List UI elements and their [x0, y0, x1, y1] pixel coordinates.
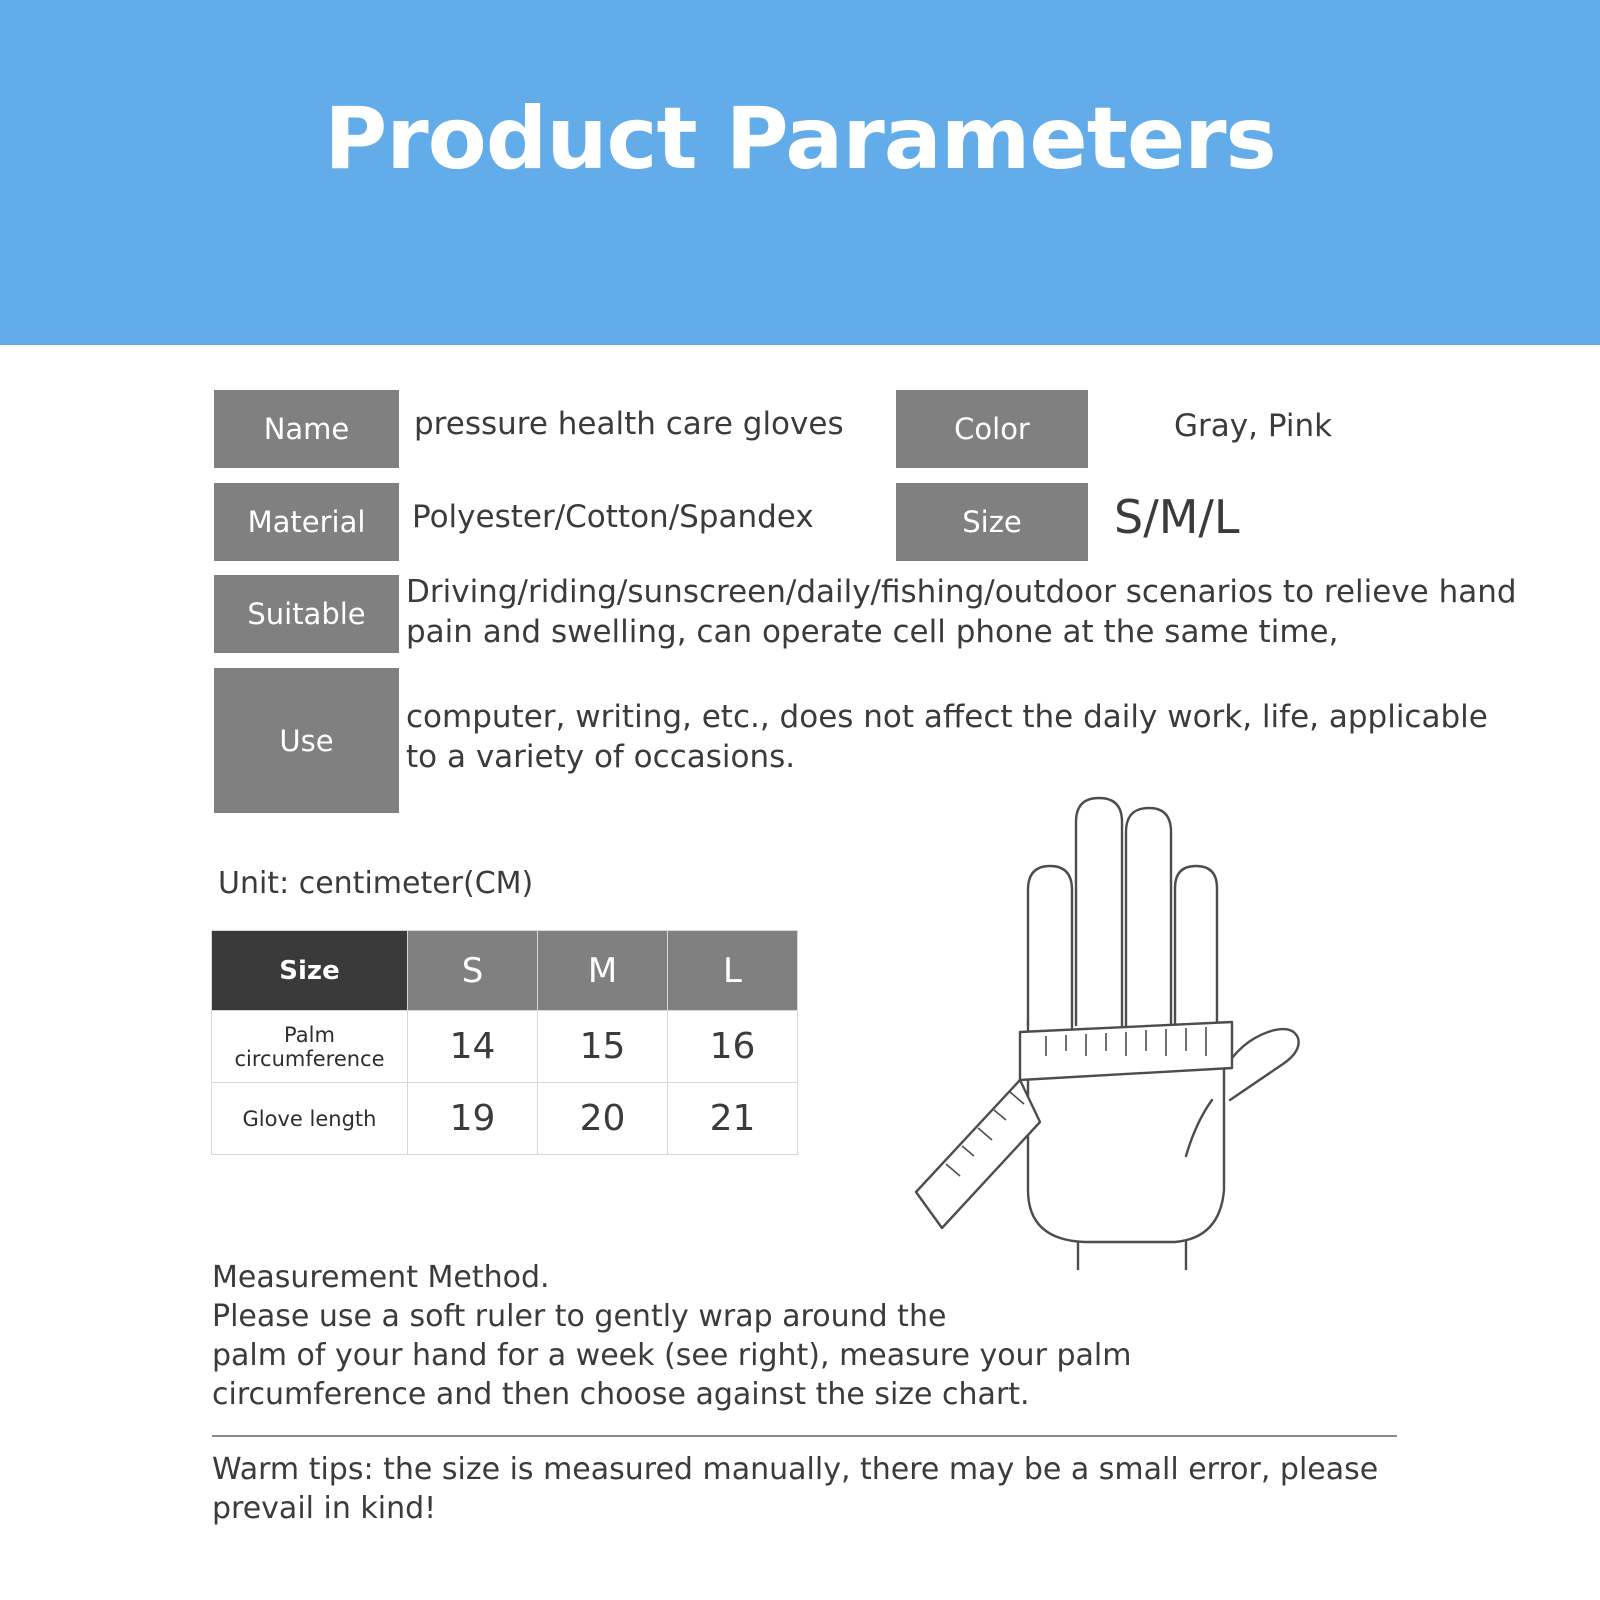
table-header-row: [212, 931, 798, 1011]
spec-label-use: Use: [214, 668, 399, 813]
spec-value-suitable: Driving/riding/sunscreen/daily/fishing/outdoor scenarios to relieve hand pain and swelling, can operate cell phone at the same time,: [406, 574, 1517, 650]
spec-value-use: computer, writing, etc., does not affect the daily work, life, applicable to a variety of occasions.: [406, 699, 1488, 775]
measurement-line-3: palm of your hand for a week (see right), measure your palm: [212, 1338, 1132, 1373]
header-cell-m: M: [538, 931, 668, 1011]
measurement-method-block: [212, 1258, 1362, 1414]
size-chart-table: [211, 930, 798, 1155]
page-title: Product Parameters: [324, 89, 1276, 189]
cell-length-s: 19: [408, 1083, 538, 1155]
spec-label-suitable: Suitable: [214, 575, 399, 653]
hand-with-measuring-tape-icon: [900, 770, 1340, 1270]
spec-label-name: Name: [214, 390, 399, 468]
unit-caption: Unit: centimeter(CM): [218, 866, 534, 901]
cell-length-m: 20: [538, 1083, 668, 1155]
spec-label-size: Size: [896, 483, 1088, 561]
measurement-line-4: circumference and then choose against the size chart.: [212, 1377, 1030, 1412]
spec-value-material: Polyester/Cotton/Spandex: [412, 499, 814, 535]
header-cell-s: S: [408, 931, 538, 1011]
row-label-palm-circumference: Palm circumference: [212, 1011, 408, 1083]
header-cell-size: Size: [212, 931, 408, 1011]
divider: [212, 1435, 1397, 1437]
measurement-line-1: Measurement Method.: [212, 1260, 550, 1295]
header-banner: [0, 0, 1600, 345]
table-row: [212, 1083, 798, 1155]
spec-label-color: Color: [896, 390, 1088, 468]
cell-palm-m: 15: [538, 1011, 668, 1083]
cell-palm-s: 14: [408, 1011, 538, 1083]
spec-value-name: pressure health care gloves: [414, 406, 844, 442]
spec-label-material: Material: [214, 483, 399, 561]
header-cell-l: L: [668, 931, 798, 1011]
warm-tips-text: Warm tips: the size is measured manually, there may be a small error, please prevail in kind!: [212, 1452, 1379, 1526]
measurement-line-2: Please use a soft ruler to gently wrap around the: [212, 1299, 947, 1334]
row-label-glove-length: Glove length: [212, 1083, 408, 1155]
spec-value-color: Gray, Pink: [1174, 408, 1333, 444]
spec-value-size: S/M/L: [1114, 490, 1240, 544]
table-row: [212, 1011, 798, 1083]
cell-length-l: 21: [668, 1083, 798, 1155]
cell-palm-l: 16: [668, 1011, 798, 1083]
